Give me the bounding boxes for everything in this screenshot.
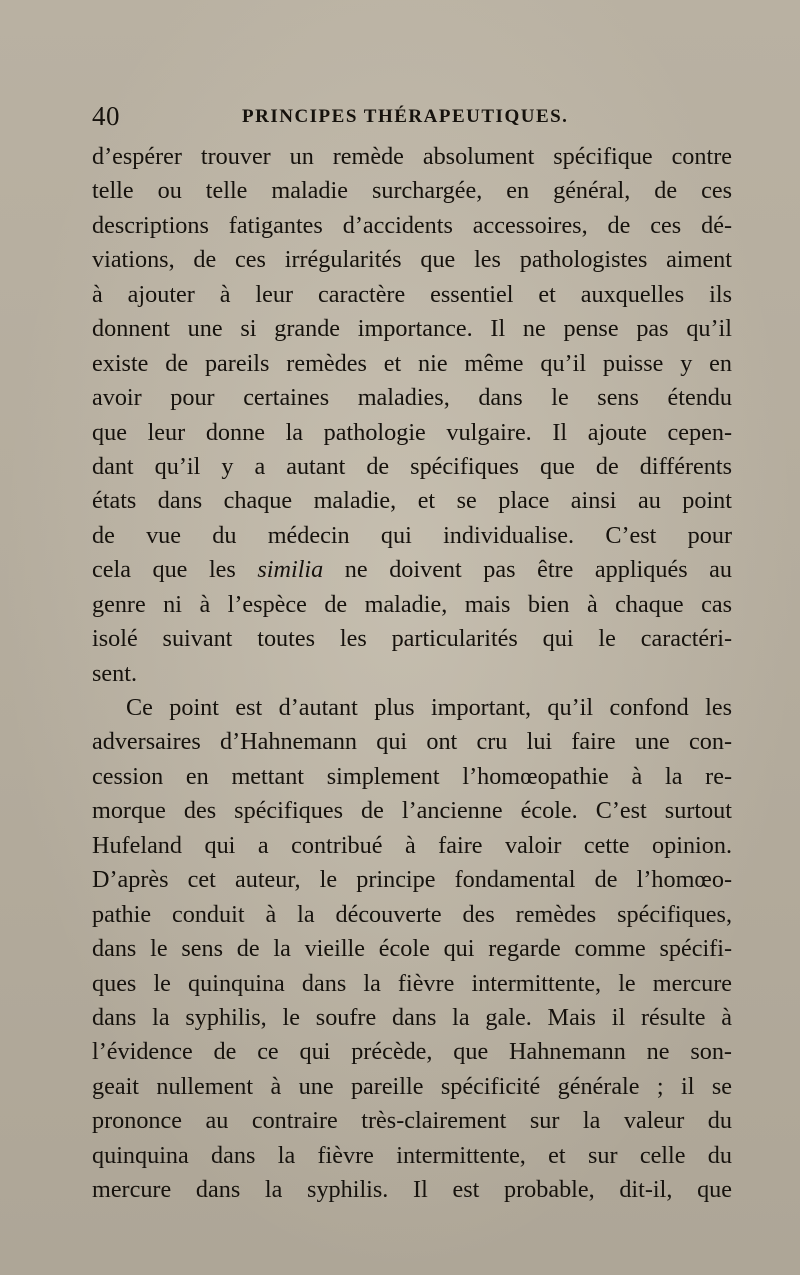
text-line: prononce au contraire très-clairement sur la valeur du [92, 1107, 732, 1135]
text-line: l’évidence de ce qui précède, que Hahnemann ne son- [92, 1038, 732, 1066]
text-line: D’après cet auteur, le principe fondamental de l’homœo- [92, 866, 732, 894]
text-line: avoir pour certaines maladies, dans le sens étendu [92, 384, 732, 412]
paragraph-start-line: Ce point est d’autant plus important, qu’il confond les [126, 694, 732, 721]
text-line: pathie conduit à la découverte des remèdes spécifiques, [92, 900, 732, 928]
text-line: que leur donne la pathologie vulgaire. Il ajoute cepen- [92, 418, 732, 446]
text-line: isolé suivant toutes les particularités qui le caractéri- [92, 625, 732, 653]
text-line-with-italic [92, 553, 732, 587]
text-line: genre ni à l’espèce de maladie, mais bien à chaque cas [92, 590, 732, 618]
text-line: états dans chaque maladie, et se place ainsi au point [92, 487, 732, 515]
text-line: dans la syphilis, le soufre dans la gale. Mais il résulte à [92, 1003, 732, 1031]
text-line: dant qu’il y a autant de spécifiques que de différents [92, 452, 732, 480]
text-line: à ajouter à leur caractère essentiel et auxquelles ils [92, 280, 732, 308]
italic-term-similia: similia [257, 556, 324, 584]
page-header [92, 98, 742, 134]
text-line: descriptions fatigantes d’accidents accessoires, de ces dé- [92, 211, 732, 239]
text-line: telle ou telle maladie surchargée, en général, de ces [92, 177, 732, 205]
text-line: quinquina dans la fièvre intermittente, et sur celle du [92, 1141, 732, 1169]
text-line: geait nullement à une pareille spécificité générale ; il se [92, 1072, 732, 1100]
running-title: PRINCIPES THÉRAPEUTIQUES. [242, 106, 569, 127]
text-line: ques le quinquina dans la fièvre intermittente, le mercure [92, 969, 732, 997]
paragraph-end-line: sent. [92, 659, 138, 687]
text-line: d’espérer trouver un remède absolument spécifique contre [92, 143, 732, 170]
text-segment: ne doivent pas être appliqués au [323, 556, 732, 584]
text-line: dans le sens de la vieille école qui regarde comme spécifi- [92, 935, 732, 963]
text-line: mercure dans la syphilis. Il est probable, dit-il, que [92, 1176, 732, 1204]
page-number: 40 [92, 101, 120, 131]
text-line: adversaires d’Hahnemann qui ont cru lui faire une con- [92, 728, 732, 756]
text-line: morque des spécifiques de l’ancienne école. C’est surtout [92, 797, 732, 825]
text-segment: cela que les [92, 556, 258, 584]
body-text [92, 140, 732, 1208]
text-line: existe de pareils remèdes et nie même qu’il puisse y en [92, 349, 732, 377]
text-line: Hufeland qui a contribué à faire valoir cette opinion. [92, 831, 732, 859]
text-line: cession en mettant simplement l’homœopathie à la re- [92, 762, 732, 790]
text-line: de vue du médecin qui individualise. C’est pour [92, 521, 732, 549]
text-line: donnent une si grande importance. Il ne pense pas qu’il [92, 315, 732, 343]
text-line: viations, de ces irrégularités que les pathologistes aiment [92, 246, 732, 274]
